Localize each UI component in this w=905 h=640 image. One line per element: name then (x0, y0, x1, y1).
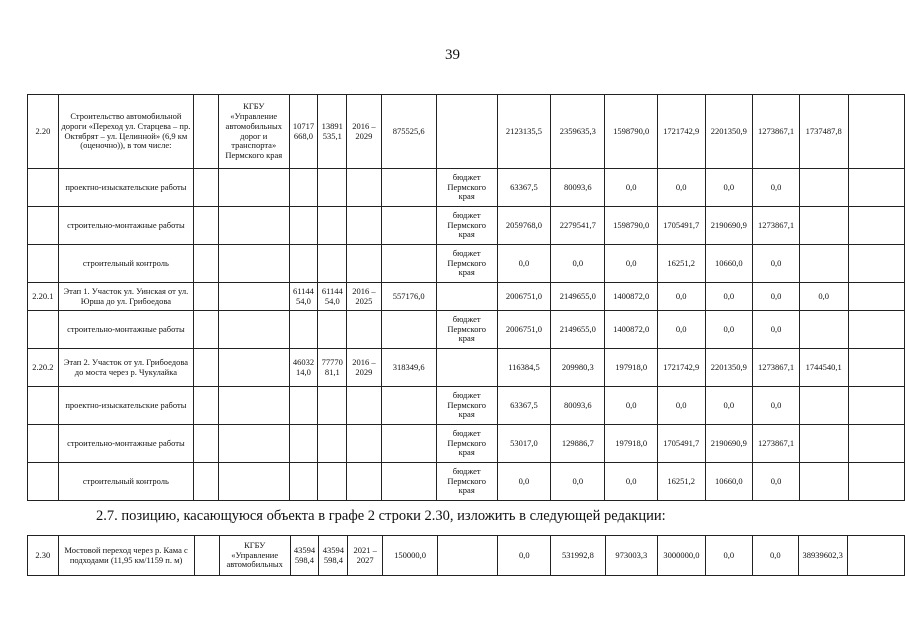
blank-cell (848, 169, 905, 207)
row-number (28, 169, 59, 207)
value-y2: 2149655,0 (551, 311, 605, 349)
period (347, 387, 381, 425)
value-y1: 0,0 (497, 245, 550, 283)
value-y4: 0,0 (657, 283, 705, 311)
financed-before (381, 207, 436, 245)
row-number: 2.20 (28, 95, 59, 169)
table-row (28, 463, 905, 501)
financed-before (381, 169, 436, 207)
period (347, 463, 381, 501)
row-number (28, 387, 59, 425)
item-name: проектно-изыскательские работы (58, 387, 193, 425)
value-y6: 1273867,1 (753, 207, 800, 245)
row-number (28, 463, 59, 501)
value-y6: 1273867,1 (753, 349, 800, 387)
value-y4: 0,0 (657, 311, 705, 349)
cost-current (318, 463, 347, 501)
value-y4: 16251,2 (657, 245, 705, 283)
blank-cell (194, 95, 219, 169)
funding-source: бюджет Пермского края (436, 207, 497, 245)
item-name: Строительство автомобильной дороги «Переход ул. Старцева – пр. Октябрят – ул. Целинной» (6,9 км (оценочно)), в том числе: (58, 95, 193, 169)
blank-cell (848, 463, 905, 501)
cost-total (289, 207, 318, 245)
value-y3: 0,0 (605, 387, 657, 425)
section-heading: 2.7. позицию, касающуюся объекта в графе 2 строки 2.30, изложить в следующей редакции: (96, 508, 666, 524)
financed-before: 318349,6 (381, 349, 436, 387)
value-y4: 0,0 (657, 387, 705, 425)
period: 2021 – 2027 (348, 536, 383, 576)
value-y3: 197918,0 (605, 425, 657, 463)
blank-cell (194, 463, 219, 501)
cost-total: 46032 14,0 (289, 349, 318, 387)
cost-total (289, 311, 318, 349)
value-y1: 2123135,5 (497, 95, 550, 169)
value-y3: 1598790,0 (605, 207, 657, 245)
funding-source: бюджет Пермского края (436, 387, 497, 425)
item-name: строительный контроль (58, 245, 193, 283)
blank-cell (848, 95, 905, 169)
item-name: Мостовой переход через р. Кама с подходами (11,95 км/1159 п. м) (58, 536, 194, 576)
table-row (28, 311, 905, 349)
value-y1: 0,0 (497, 463, 550, 501)
row-number: 2.30 (28, 536, 59, 576)
value-y6: 1273867,1 (753, 425, 800, 463)
value-y7 (799, 463, 848, 501)
cost-current: 77770 81,1 (318, 349, 347, 387)
table-row (28, 169, 905, 207)
value-y4: 0,0 (657, 169, 705, 207)
value-y2: 2359635,3 (551, 95, 605, 169)
blank-cell (194, 387, 219, 425)
financed-before: 557176,0 (381, 283, 436, 311)
period (347, 207, 381, 245)
value-y4: 16251,2 (657, 463, 705, 501)
funding-source (436, 283, 497, 311)
value-y3: 0,0 (605, 245, 657, 283)
cost-total (289, 425, 318, 463)
funding-source (438, 536, 498, 576)
value-y4: 1705491,7 (657, 207, 705, 245)
row-number (28, 311, 59, 349)
cost-current (318, 245, 347, 283)
table-row (28, 349, 905, 387)
value-y2: 531992,8 (551, 536, 605, 576)
value-y3: 1400872,0 (605, 283, 657, 311)
blank-cell (848, 311, 905, 349)
executor (218, 245, 289, 283)
cost-current: 61144 54,0 (318, 283, 347, 311)
value-y7 (799, 425, 848, 463)
period: 2016 – 2029 (347, 349, 381, 387)
item-name: строительно-монтажные работы (58, 207, 193, 245)
value-y3: 0,0 (605, 169, 657, 207)
executor: КГБУ «Управление автомобильных дорог и транспорта» Пермского края (218, 95, 289, 169)
value-y7: 1737487,8 (799, 95, 848, 169)
value-y1: 53017,0 (497, 425, 550, 463)
value-y5: 0,0 (705, 536, 752, 576)
cost-total: 61144 54,0 (289, 283, 318, 311)
value-y7 (799, 387, 848, 425)
value-y4: 1721742,9 (657, 95, 705, 169)
cost-total (289, 387, 318, 425)
blank-cell (194, 311, 219, 349)
executor (218, 207, 289, 245)
executor (218, 283, 289, 311)
value-y5: 2201350,9 (705, 349, 753, 387)
value-y6: 0,0 (753, 463, 800, 501)
item-name: Этап 2. Участок от ул. Грибоедова до моста через р. Чукулайка (58, 349, 193, 387)
value-y4: 3000000,0 (658, 536, 706, 576)
value-y5: 0,0 (705, 169, 753, 207)
budget-table-continued (27, 94, 905, 501)
value-y2: 2149655,0 (551, 283, 605, 311)
funding-source: бюджет Пермского края (436, 425, 497, 463)
value-y1: 2006751,0 (497, 311, 550, 349)
blank-cell (848, 425, 905, 463)
period: 2016 – 2029 (347, 95, 381, 169)
funding-source: бюджет Пермского края (436, 245, 497, 283)
value-y3: 973003,3 (605, 536, 657, 576)
value-y7 (799, 245, 848, 283)
row-number (28, 425, 59, 463)
value-y6: 0,0 (753, 311, 800, 349)
item-name: строительно-монтажные работы (58, 425, 193, 463)
cost-current (318, 425, 347, 463)
row-number: 2.20.2 (28, 349, 59, 387)
cost-total (289, 245, 318, 283)
cost-total: 43594 598,4 (290, 536, 319, 576)
table-row (28, 536, 905, 576)
blank-cell (194, 245, 219, 283)
blank-cell (194, 283, 219, 311)
financed-before (381, 311, 436, 349)
value-y1: 116384,5 (497, 349, 550, 387)
value-y5: 2190690,9 (705, 425, 753, 463)
value-y5: 2201350,9 (705, 95, 753, 169)
value-y4: 1721742,9 (657, 349, 705, 387)
blank-cell (847, 536, 904, 576)
cost-total (289, 169, 318, 207)
item-name: строительно-монтажные работы (58, 311, 193, 349)
value-y1: 63367,5 (497, 387, 550, 425)
cost-current (318, 387, 347, 425)
executor (218, 311, 289, 349)
value-y2: 2279541,7 (551, 207, 605, 245)
value-y1: 0,0 (498, 536, 551, 576)
cost-current: 43594 598,4 (319, 536, 348, 576)
value-y2: 129886,7 (551, 425, 605, 463)
value-y6: 0,0 (753, 387, 800, 425)
page-number: 39 (445, 47, 460, 63)
blank-cell (194, 536, 219, 576)
value-y7 (799, 311, 848, 349)
value-y7: 38939602,3 (798, 536, 847, 576)
table-row (28, 387, 905, 425)
funding-source: бюджет Пермского края (436, 169, 497, 207)
period (347, 169, 381, 207)
table-row (28, 245, 905, 283)
value-y3: 1400872,0 (605, 311, 657, 349)
table-row (28, 283, 905, 311)
funding-source: бюджет Пермского края (436, 463, 497, 501)
value-y6: 0,0 (753, 245, 800, 283)
cost-total: 10717 668,0 (289, 95, 318, 169)
executor (218, 387, 289, 425)
value-y5: 0,0 (705, 311, 753, 349)
cost-total (289, 463, 318, 501)
funding-source (436, 95, 497, 169)
value-y7 (799, 207, 848, 245)
value-y5: 10660,0 (705, 463, 753, 501)
financed-before (381, 245, 436, 283)
blank-cell (194, 207, 219, 245)
financed-before: 150000,0 (382, 536, 437, 576)
table-row (28, 425, 905, 463)
value-y5: 0,0 (705, 387, 753, 425)
blank-cell (194, 425, 219, 463)
row-number (28, 245, 59, 283)
blank-cell (848, 245, 905, 283)
value-y6: 1273867,1 (753, 95, 800, 169)
value-y3: 197918,0 (605, 349, 657, 387)
value-y1: 63367,5 (497, 169, 550, 207)
value-y7 (799, 169, 848, 207)
value-y6: 0,0 (753, 169, 800, 207)
row-number: 2.20.1 (28, 283, 59, 311)
cost-current: 13891 535,1 (318, 95, 347, 169)
value-y2: 80093,6 (551, 387, 605, 425)
value-y1: 2006751,0 (497, 283, 550, 311)
executor (218, 463, 289, 501)
value-y7: 0,0 (799, 283, 848, 311)
blank-cell (848, 283, 905, 311)
value-y3: 0,0 (605, 463, 657, 501)
executor (218, 425, 289, 463)
funding-source (436, 349, 497, 387)
table-row (28, 207, 905, 245)
period (347, 245, 381, 283)
executor (218, 349, 289, 387)
value-y2: 209980,3 (551, 349, 605, 387)
value-y4: 1705491,7 (657, 425, 705, 463)
period: 2016 – 2025 (347, 283, 381, 311)
value-y1: 2059768,0 (497, 207, 550, 245)
cost-current (318, 207, 347, 245)
funding-source: бюджет Пермского края (436, 311, 497, 349)
executor (218, 169, 289, 207)
period (347, 425, 381, 463)
budget-table-row-2-30 (27, 535, 905, 576)
blank-cell (848, 349, 905, 387)
blank-cell (194, 169, 219, 207)
item-name: Этап 1. Участок ул. Уинская от ул. Юрша до ул. Грибоедова (58, 283, 193, 311)
value-y5: 10660,0 (705, 245, 753, 283)
value-y5: 0,0 (705, 283, 753, 311)
financed-before: 875525,6 (381, 95, 436, 169)
value-y5: 2190690,9 (705, 207, 753, 245)
period (347, 311, 381, 349)
row-number (28, 207, 59, 245)
value-y7: 1744540,1 (799, 349, 848, 387)
blank-cell (848, 387, 905, 425)
financed-before (381, 387, 436, 425)
value-y2: 0,0 (551, 245, 605, 283)
value-y2: 0,0 (551, 463, 605, 501)
cost-current (318, 311, 347, 349)
value-y3: 1598790,0 (605, 95, 657, 169)
value-y6: 0,0 (753, 283, 800, 311)
value-y6: 0,0 (752, 536, 798, 576)
value-y2: 80093,6 (551, 169, 605, 207)
financed-before (381, 463, 436, 501)
blank-cell (848, 207, 905, 245)
financed-before (381, 425, 436, 463)
blank-cell (194, 349, 219, 387)
cost-current (318, 169, 347, 207)
item-name: строительный контроль (58, 463, 193, 501)
executor: КГБУ «Управление автомобильных (219, 536, 290, 576)
table-row (28, 95, 905, 169)
item-name: проектно-изыскательские работы (58, 169, 193, 207)
